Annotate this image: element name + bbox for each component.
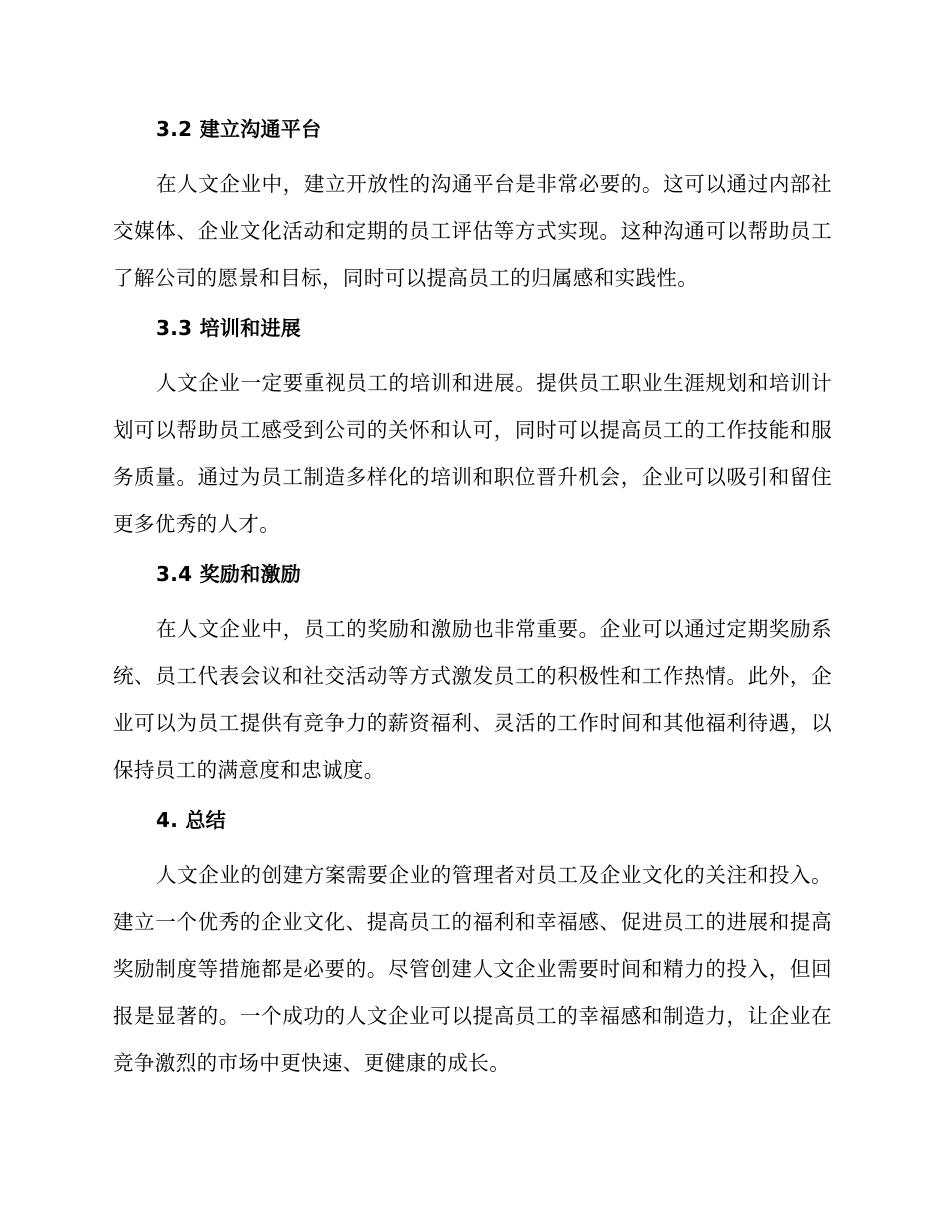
section-rewards-incentives (113, 558, 832, 794)
section-heading: 3.3 培训和进展 (156, 316, 302, 340)
section-paragraph: 人文企业的创建方案需要企业的管理者对员工及企业文化的关注和投入。建立一个优秀的企业文化、提高员工的福利和幸福感、促进员工的进展和提高奖励制度等措施都是必要的。尽管创建人文企业需要时间和精力的投入，但回报是显著的。一个成功的人文企业可以提高员工的幸福感和制造力，让企业在竞争激烈的市场中更快速、更健康的成长。 (113, 863, 832, 1075)
section-paragraph: 在人文企业中，员工的奖励和激励也非常重要。企业可以通过定期奖励系统、员工代表会议和社交活动等方式激发员工的积极性和工作热情。此外，企业可以为员工提供有竞争力的薪资福利、灵活的工作时间和其他福利待遇，以保持员工的满意度和忠诚度。 (113, 617, 832, 782)
section-summary (113, 804, 832, 1087)
section-communication-platform (113, 113, 832, 302)
section-heading: 4. 总结 (156, 808, 226, 832)
section-heading: 3.4 奖励和激励 (156, 562, 302, 586)
section-paragraph: 人文企业一定要重视员工的培训和进展。提供员工职业生涯规划和培训计划可以帮助员工感受到公司的关怀和认可，同时可以提高员工的工作技能和服务质量。通过为员工制造多样化的培训和职位晋升机会，企业可以吸引和留住更多优秀的人才。 (113, 371, 832, 536)
section-training-development (113, 312, 832, 548)
section-paragraph: 在人文企业中，建立开放性的沟通平台是非常必要的。这可以通过内部社交媒体、企业文化活动和定期的员工评估等方式实现。这种沟通可以帮助员工了解公司的愿景和目标，同时可以提高员工的归属感和实践性。 (113, 172, 832, 290)
section-heading: 3.2 建立沟通平台 (156, 117, 322, 141)
